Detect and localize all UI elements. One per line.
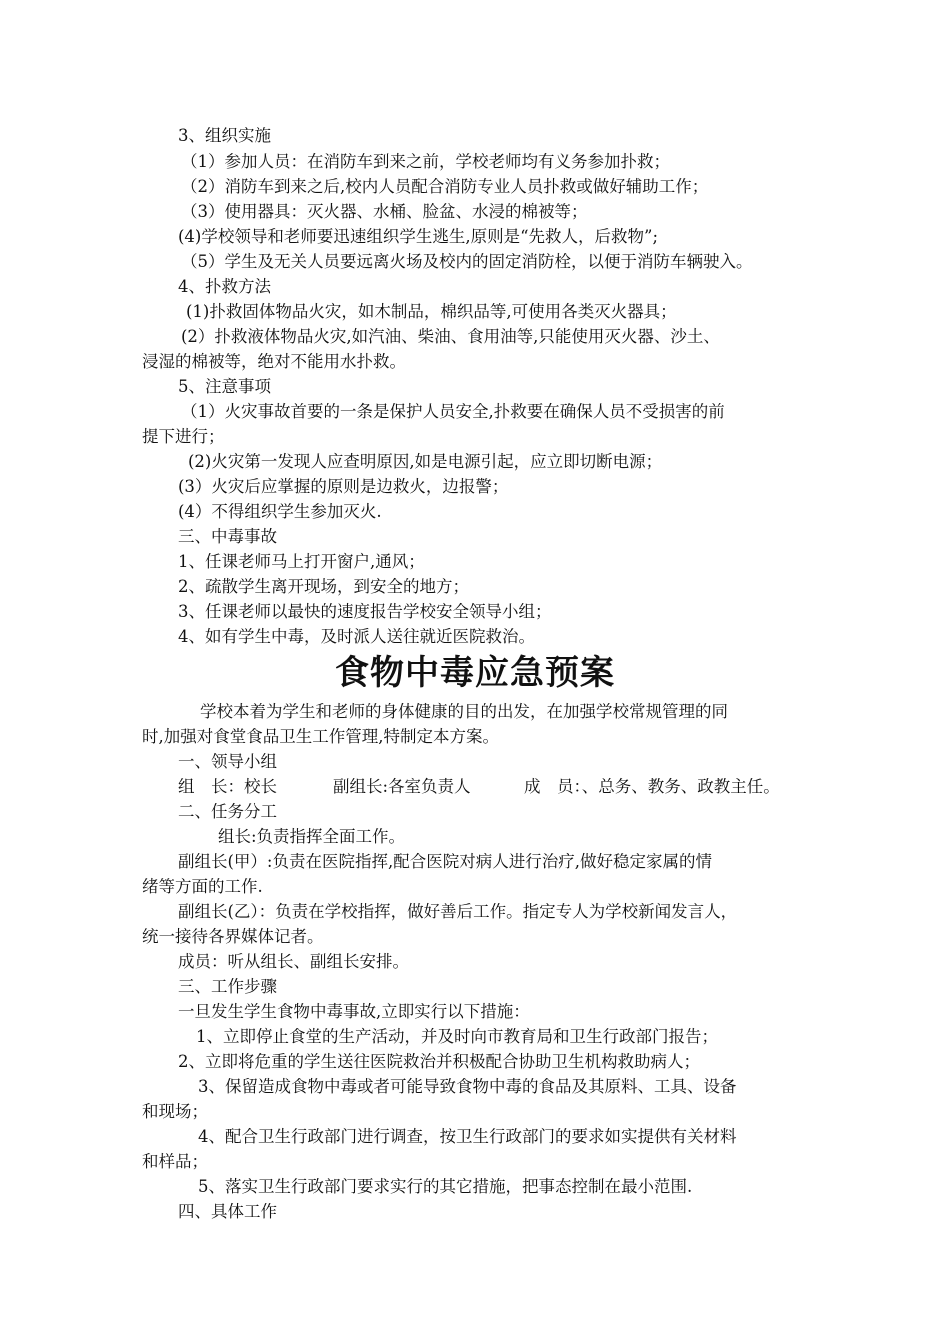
steps-intro: 一旦发生学生食物中毒事故,立即实行以下措施： <box>178 1002 530 1021</box>
item-safety-first-cont: 提下进行； <box>142 427 225 446</box>
step-5: 5、落实卫生行政部门要求实行的其它措施，把事态控制在最小范围. <box>198 1177 693 1196</box>
item-hospital: 4、如有学生中毒，及时派人送往就近医院救治。 <box>178 627 535 646</box>
heading-methods: 4、扑救方法 <box>178 277 271 296</box>
group-leader: 组 长：校长 <box>178 777 277 796</box>
group-deputy: 副组长:各室负责人 <box>333 777 471 796</box>
item-ventilate: 1、任课老师马上打开窗户,通风； <box>178 552 425 571</box>
heading-organize: 3、组织实施 <box>178 126 271 145</box>
item-report-group: 3、任课老师以最快的速度报告学校安全领导小组； <box>178 602 552 621</box>
heading-steps: 三、工作步骤 <box>178 977 277 996</box>
heading-specific-work: 四、具体工作 <box>178 1202 277 1221</box>
item-after-arrival: （2）消防车到来之后,校内人员配合消防专业人员扑救或做好辅助工作； <box>181 177 709 196</box>
heading-poisoning: 三、中毒事故 <box>178 527 277 546</box>
step-4: 4、配合卫生行政部门进行调查，按卫生行政部门的要求如实提供有关材料 <box>198 1127 737 1146</box>
item-liquid-fire-cont: 浸湿的棉被等，绝对不能用水扑救。 <box>142 352 406 371</box>
task-deputy-a: 副组长(甲）:负责在医院指挥,配合医院对病人进行治疗,做好稳定家属的情 <box>178 852 712 871</box>
item-evacuation: (4)学校领导和老师要迅速组织学生逃生,原则是“先救人，后救物”; <box>178 227 659 246</box>
task-deputy-b-cont: 统一接待各界媒体记者。 <box>142 927 324 946</box>
plan-title: 食物中毒应急预案 <box>335 653 615 693</box>
item-solid-fire: (1)扑救固体物品火灾，如木制品，棉织品等,可使用各类灭火器具； <box>186 302 677 321</box>
task-deputy-a-cont: 绪等方面的工作. <box>142 877 263 896</box>
heading-tasks: 二、任务分工 <box>178 802 277 821</box>
task-deputy-b: 副组长(乙）：负责在学校指挥，做好善后工作。指定专人为学校新闻发言人， <box>178 902 738 921</box>
item-keep-away: （5）学生及无关人员要远离火场及校内的固定消防栓，以便于消防车辆驶入。 <box>181 252 753 271</box>
step-3: 3、保留造成食物中毒或者可能导致食物中毒的食品及其原料、工具、设备 <box>198 1077 737 1096</box>
intro-line-1: 学校本着为学生和老师的身体健康的目的出发，在加强学校常规管理的同 <box>200 702 728 721</box>
heading-leadership: 一、领导小组 <box>178 752 277 771</box>
step-1: 1、立即停止食堂的生产活动，并及时向市教育局和卫生行政部门报告； <box>196 1027 718 1046</box>
item-no-students: (4）不得组织学生参加灭火. <box>178 502 382 521</box>
step-3-cont: 和现场； <box>142 1102 208 1121</box>
item-disperse: 2、疏散学生离开现场，到安全的地方； <box>178 577 469 596</box>
heading-notes: 5、注意事项 <box>178 377 271 396</box>
item-liquid-fire: (2）扑救液体物品火灾,如汽油、柴油、食用油等,只能使用灭火器、沙土、 <box>181 327 720 346</box>
item-participants: （1）参加人员：在消防车到来之前，学校老师均有义务参加扑救； <box>181 152 670 171</box>
task-members: 成员：听从组长、副组长安排。 <box>178 952 409 971</box>
step-2: 2、立即将危重的学生送往医院救治并积极配合协助卫生机构救助病人； <box>178 1052 700 1071</box>
item-safety-first: （1）火灾事故首要的一条是保护人员安全,扑救要在确保人员不受损害的前 <box>181 402 725 421</box>
task-leader: 组长:负责指挥全面工作。 <box>218 827 406 846</box>
item-equipment: （3）使用器具：灭火器、水桶、脸盆、水浸的棉被等； <box>181 202 588 221</box>
group-members: 成 员：、总务、教务、政教主任。 <box>524 777 780 796</box>
item-report: (3）火灾后应掌握的原则是边救火，边报警； <box>178 477 509 496</box>
item-find-cause: (2)火灾第一发现人应查明原因,如是电源引起，应立即切断电源； <box>188 452 663 471</box>
step-4-cont: 和样品； <box>142 1152 208 1171</box>
intro-line-2: 时,加强对食堂食品卫生工作管理,特制定本方案。 <box>142 727 499 746</box>
